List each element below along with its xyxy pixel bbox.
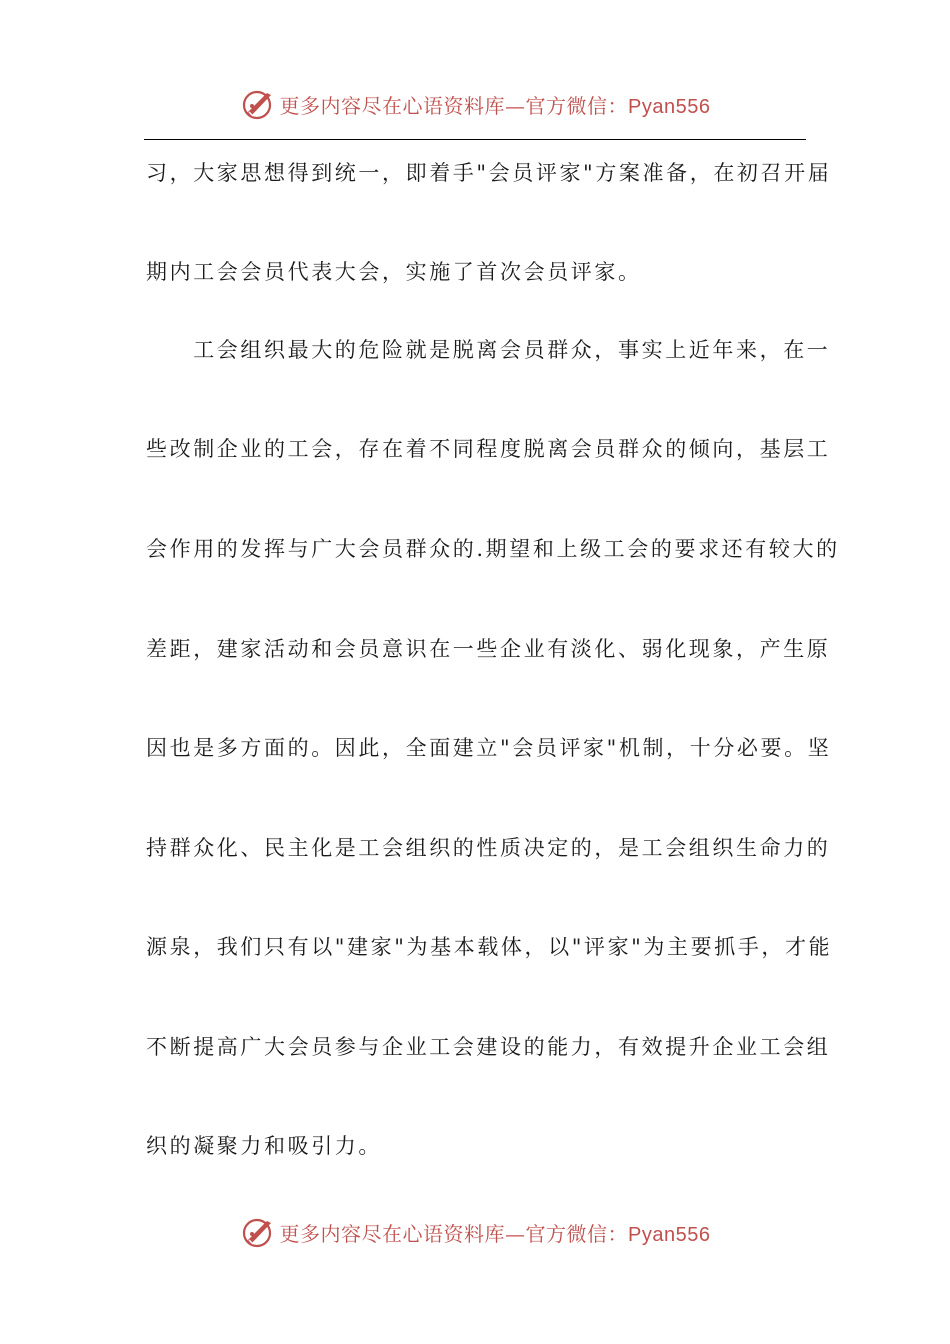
footer-banner-text bbox=[280, 1218, 711, 1247]
pen-logo-icon bbox=[240, 1214, 276, 1250]
header-banner bbox=[0, 84, 950, 124]
body-line-3: 工会组织最大的危险就是脱离会员群众，事实上近年来，在一 bbox=[146, 338, 831, 362]
body-line-10: 不断提高广大会员参与企业工会建设的能力，有效提升企业工会组 bbox=[146, 1035, 831, 1059]
body-line-2: 期内工会会员代表大会，实施了首次会员评家。 bbox=[146, 260, 642, 284]
footer-wechat-id: Pyan556 bbox=[628, 1223, 711, 1246]
header-divider bbox=[144, 139, 806, 140]
body-line-1: 习，大家思想得到统一，即着手"会员评家"方案准备，在初召开届 bbox=[146, 161, 832, 185]
body-line-7: 因也是多方面的。因此，全面建立"会员评家"机制，十分必要。坚 bbox=[146, 736, 832, 760]
pen-logo-icon bbox=[240, 86, 276, 122]
header-banner-text bbox=[280, 90, 711, 119]
body-line-11: 织的凝聚力和吸引力。 bbox=[146, 1134, 382, 1158]
footer-banner-label: 更多内容尽在心语资料库—官方微信： bbox=[279, 1221, 629, 1246]
body-line-6: 差距，建家活动和会员意识在一些企业有淡化、弱化现象，产生原 bbox=[146, 637, 831, 661]
body-line-5: 会作用的发挥与广大会员群众的.期望和上级工会的要求还有较大的 bbox=[146, 537, 840, 561]
body-line-4: 些改制企业的工会，存在着不同程度脱离会员群众的倾向，基层工 bbox=[146, 437, 831, 461]
header-wechat-id: Pyan556 bbox=[628, 95, 711, 118]
body-line-8: 持群众化、民主化是工会组织的性质决定的，是工会组织生命力的 bbox=[146, 836, 831, 860]
header-banner-label: 更多内容尽在心语资料库—官方微信： bbox=[279, 93, 629, 118]
footer-banner bbox=[0, 1212, 950, 1252]
body-line-9: 源泉，我们只有以"建家"为基本载体，以"评家"为主要抓手，才能 bbox=[146, 935, 833, 959]
